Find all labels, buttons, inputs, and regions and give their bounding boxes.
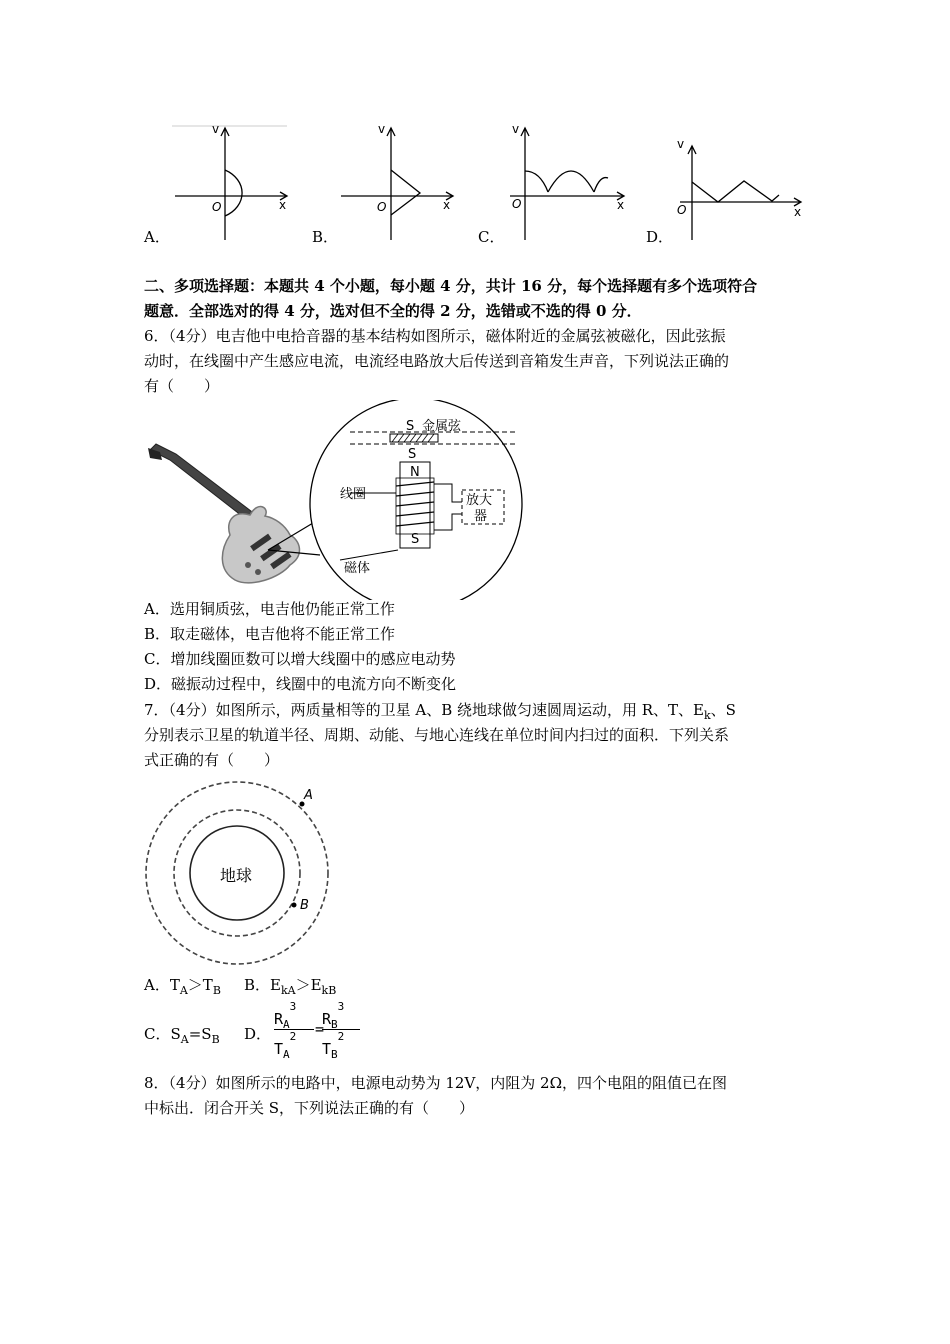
q8-line2: 中标出．闭合开关 S，下列说法正确的有（ ） bbox=[144, 1099, 475, 1117]
q7-line2: 分别表示卫星的轨道半径、周期、动能、与地心连线在单位时间内扫过的面积．下列关系 bbox=[144, 726, 730, 744]
fig-amp-label-2: 器 bbox=[474, 509, 488, 524]
q7-option-d-label[interactable]: D． bbox=[244, 1025, 272, 1043]
q6-line2: 动时，在线圈中产生感应电流，电流经电路放大后传送到音箱发生声音，下列说法正确的 bbox=[144, 352, 730, 370]
q6-line1: 6．（4分）电吉他中电拾音器的基本结构如图所示，磁体附近的金属弦被磁化，因此弦振 bbox=[144, 327, 726, 345]
graph-d-origin: O bbox=[677, 203, 687, 217]
fig-s-top: S bbox=[406, 419, 415, 434]
q5-option-d[interactable]: D． bbox=[646, 228, 674, 246]
frac-rb: $R_B^3$ bbox=[322, 1000, 345, 1031]
q7-option-d-formula bbox=[272, 998, 362, 1068]
q5-option-graphs bbox=[0, 0, 950, 260]
earth-label: 地球 bbox=[220, 866, 253, 885]
q7-option-b[interactable]: B．$E_{kA}>E_{kB}$ bbox=[244, 976, 337, 997]
guitar-pickup-figure bbox=[140, 400, 540, 600]
q6-option-c[interactable]: C．增加线圈匝数可以增大线圈中的感应电动势 bbox=[144, 650, 456, 668]
graph-a-x-label: x bbox=[279, 198, 287, 212]
q7-line3: 式正确的有（ ） bbox=[144, 751, 280, 769]
fig-s-mid: S bbox=[408, 447, 417, 462]
fig-n-pole: N bbox=[410, 465, 420, 480]
graph-b-v-label: v bbox=[378, 122, 386, 136]
q6-option-b[interactable]: B．取走磁体，电吉他将不能正常工作 bbox=[144, 625, 396, 643]
q5-option-c[interactable]: C． bbox=[478, 228, 505, 246]
graph-c-x-label: x bbox=[617, 198, 625, 212]
section2-line2: 题意．全部选对的得 4 分，选对但不全的得 2 分，选错或不选的得 0 分． bbox=[144, 302, 642, 320]
q5-option-b[interactable]: B． bbox=[312, 228, 339, 246]
frac-tb: $T_B^2$ bbox=[322, 1030, 345, 1061]
guitar-illustration bbox=[148, 444, 299, 583]
q7-option-a[interactable]: A．$T_A>T_B$ bbox=[144, 976, 221, 997]
frac-ta: $T_A^2$ bbox=[274, 1030, 297, 1061]
graph-a-v-label: v bbox=[212, 122, 220, 136]
q5-option-a[interactable]: A． bbox=[144, 228, 170, 246]
graph-c-v-label: v bbox=[512, 122, 520, 136]
graph-d-v-label: v bbox=[677, 137, 685, 151]
q6-line3: 有（ ） bbox=[144, 377, 220, 395]
satellite-b-label: B bbox=[300, 898, 309, 913]
satellite-a-label: A bbox=[304, 788, 313, 803]
frac-ra: $R_A^3$ bbox=[274, 1000, 297, 1031]
satellite-b-dot bbox=[292, 903, 297, 908]
fig-amp-label-1: 放大 bbox=[466, 493, 493, 508]
section2-line1: 二、多项选择题：本题共 4 个小题，每小题 4 分，共计 16 分，每个选择题有多个选项符合 bbox=[144, 277, 758, 295]
fig-magnet-label: 磁体 bbox=[344, 561, 371, 576]
fig-s-bottom: S bbox=[411, 532, 420, 547]
q7-option-c[interactable]: C．$S_A=S_B$ bbox=[144, 1025, 220, 1046]
q6-option-a[interactable]: A．选用铜质弦，电吉他仍能正常工作 bbox=[144, 600, 395, 618]
graph-a-origin: O bbox=[212, 200, 222, 214]
graph-b-origin: O bbox=[377, 200, 387, 214]
frac-equals: = bbox=[315, 1020, 325, 1038]
q8-line1: 8．（4分）如图所示的电路中，电源电动势为 12V，内阻为 2Ω，四个电阻的阻值已在图 bbox=[144, 1074, 728, 1092]
q7-line1: 7．（4分）如图所示，两质量相等的卫星 A、B 绕地球做匀速圆周运动，用 R、T、$E_k$、S bbox=[144, 701, 736, 722]
graph-b-x-label: x bbox=[443, 198, 451, 212]
fig-coil-label: 线圈 bbox=[340, 487, 367, 502]
fig-string-label: 金属弦 bbox=[422, 419, 462, 434]
satellite-orbit-figure bbox=[140, 775, 340, 975]
graph-c-origin: O bbox=[512, 197, 522, 211]
graph-d-x-label: x bbox=[794, 205, 802, 219]
q6-option-d[interactable]: D．磁振动过程中，线圈中的电流方向不断变化 bbox=[144, 675, 457, 693]
